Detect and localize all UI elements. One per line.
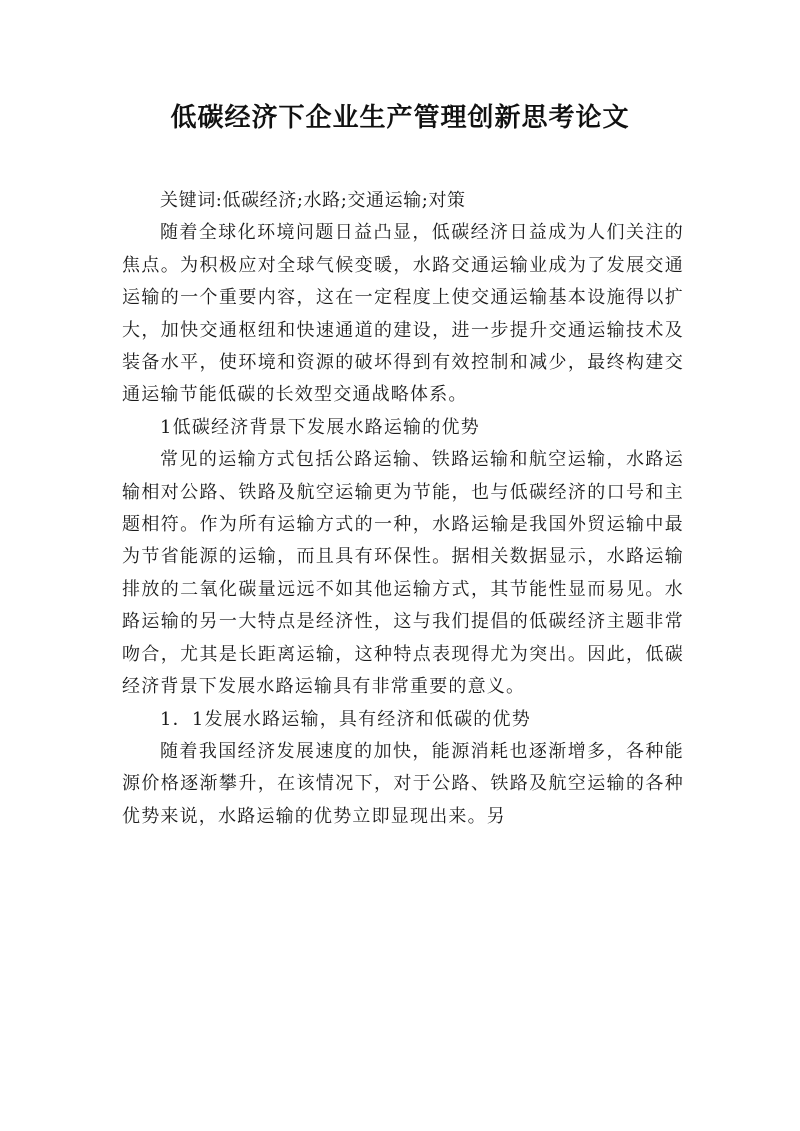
keywords-line: 关键词:低碳经济;水路;交通运输;对策	[160, 190, 466, 211]
intro-paragraph: 随着全球化环境问题日益凸显，低碳经济日益成为人们关注的焦点。为积极应对全球气候变暖，水路交通运输业成为了发展交通运输的一个重要内容，这在一定程度上使交通运输基本设施得以扩大，加快交通枢纽和快速通道的建设，进一步提升交通运输技术及装备水平，使环境和资源的破坏得到有效控制和减少，最终构建交通运输节能低碳的长效型交通战略体系。	[122, 222, 684, 406]
section-1-paragraph: 常见的运输方式包括公路运输、铁路运输和航空运输，水路运输相对公路、铁路及航空运输更为节能，也与低碳经济的口号和主题相符。作为所有运输方式的一种，水路运输是我国外贸运输中最为节省能源的运输，而且具有环保性。据相关数据显示，水路运输排放的二氧化碳量远远不如其他运输方式，其节能性显而易见。水路运输的另一大特点是经济性，这与我们提倡的低碳经济主题非常吻合，尤其是长距离运输，这种特点表现得尤为突出。因此，低碳经济背景下发展水路运输具有非常重要的意义。	[122, 449, 684, 698]
document-body	[122, 185, 684, 833]
subsection-heading-1-1: 1．1发展水路运输，具有经济和低碳的优势	[160, 708, 531, 730]
document-title: 低碳经济下企业生产管理创新思考论文	[170, 103, 630, 133]
section-heading-1: 1低碳经济背景下发展水路运输的优势	[160, 416, 480, 438]
subsection-1-1-paragraph: 随着我国经济发展速度的加快，能源消耗也逐渐增多，各种能源价格逐渐攀升，在该情况下，对于公路、铁路及航空运输的各种优势来说，水路运输的优势立即显现出来。另	[122, 740, 684, 827]
